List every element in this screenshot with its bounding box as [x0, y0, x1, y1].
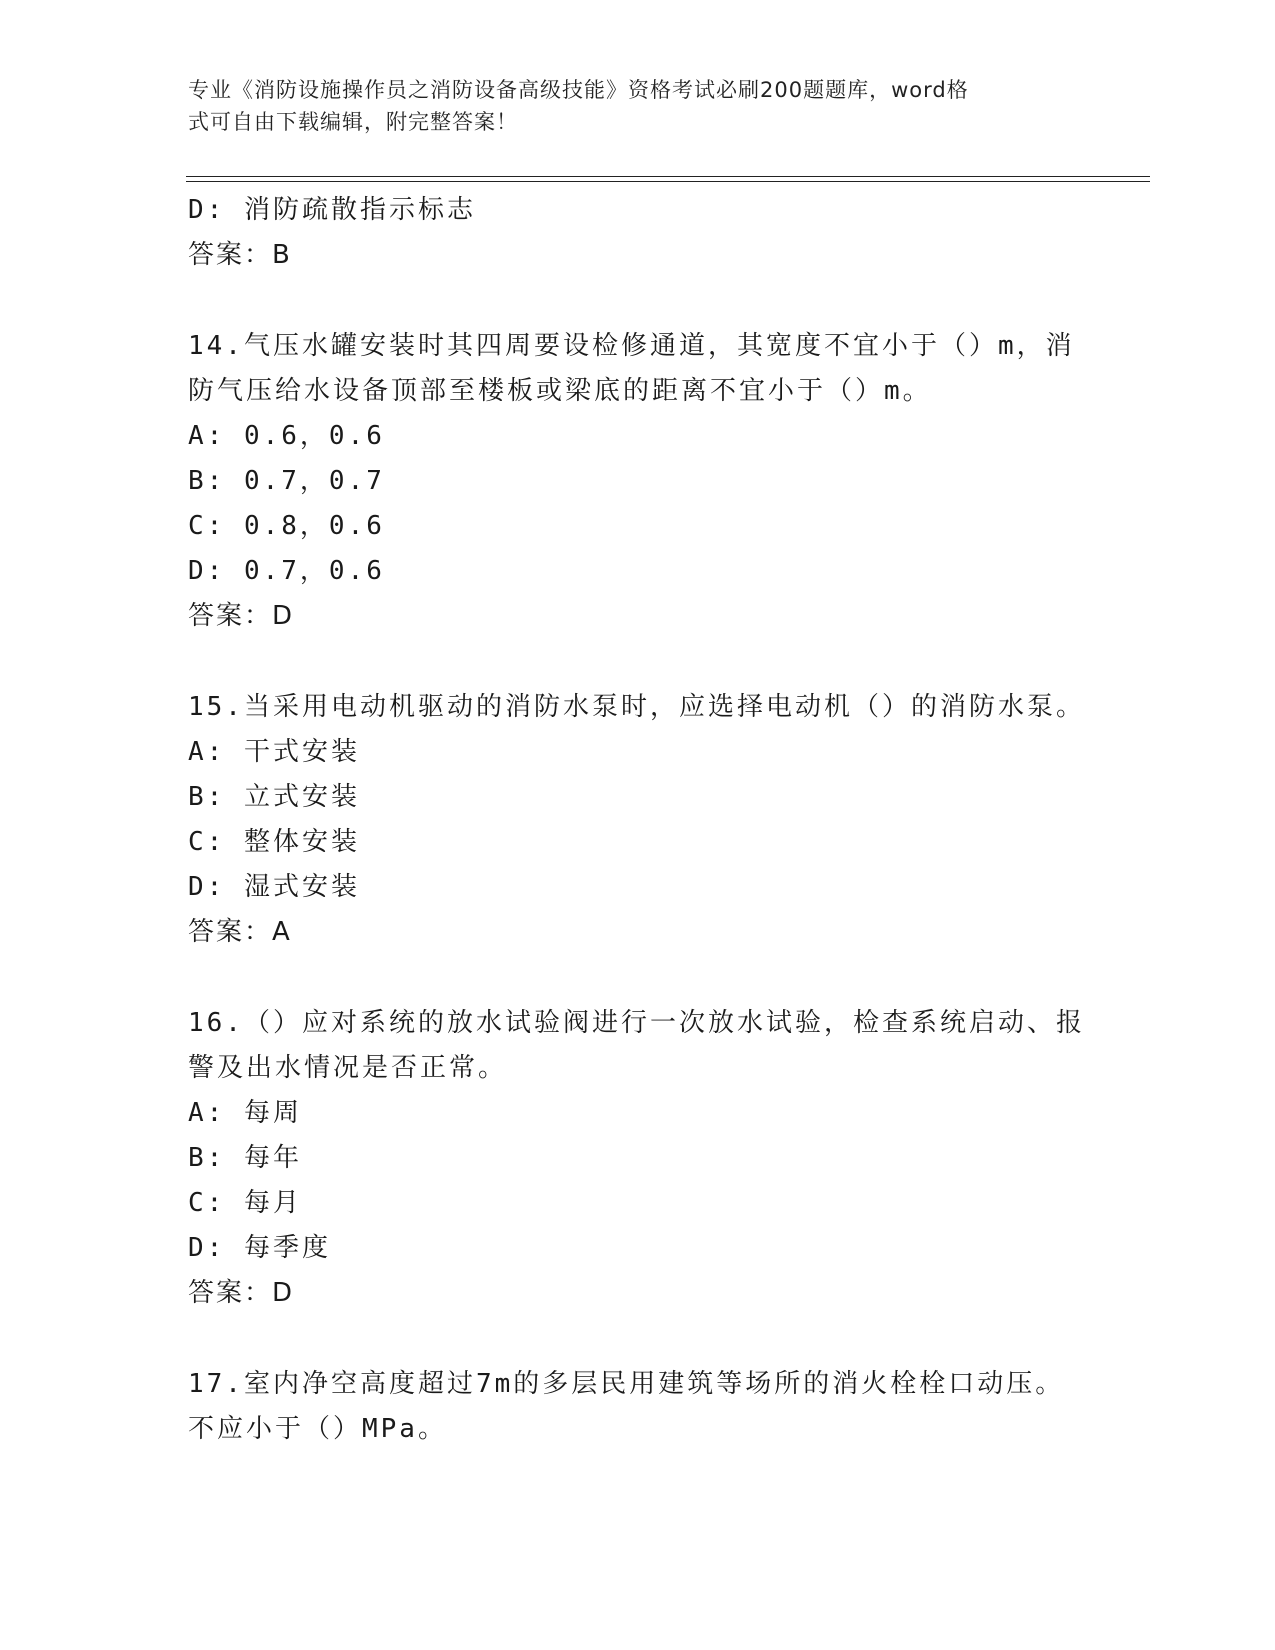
spacer: [188, 1316, 1088, 1362]
answer-line: 答案：D: [188, 601, 295, 631]
answer-line: 答案：D: [188, 1278, 295, 1308]
answer-line: 答案：A: [188, 917, 292, 947]
question-16: [188, 1001, 1088, 1316]
header-line-1: 专业《消防设施操作员之消防设备高级技能》资格考试必刷200题题库，word格: [188, 78, 969, 102]
header-line-2: 式可自由下载编辑，附完整答案！: [188, 110, 518, 134]
question-17: [188, 1362, 1088, 1452]
option-c: C: 0.8，0.6: [188, 511, 385, 541]
question-13-tail: [188, 188, 1088, 278]
document-header: [188, 74, 1068, 138]
question-list: [188, 188, 1088, 1452]
question-stem-line-1: 16.（）应对系统的放水试验阀进行一次放水试验，检查系统启动、报: [188, 1008, 1085, 1038]
question-stem-line-1: 14.气压水罐安装时其四周要设检修通道，其宽度不宜小于（）m，消: [188, 331, 1075, 361]
option-d: D: 0.7，0.6: [188, 556, 385, 586]
option-d: D: 消防疏散指示标志: [188, 195, 476, 225]
question-stem-line-2: 警及出水情况是否正常。: [188, 1053, 508, 1083]
spacer: [188, 639, 1088, 685]
option-a: A: 0.6，0.6: [188, 421, 385, 451]
answer-line: 答案：B: [188, 240, 292, 270]
header-divider-bottom: [186, 181, 1150, 182]
option-b: B: 0.7，0.7: [188, 466, 385, 496]
question-15: [188, 685, 1088, 955]
spacer: [188, 955, 1088, 1001]
question-14: [188, 324, 1088, 639]
question-stem-line-1: 15.当采用电动机驱动的消防水泵时，应选择电动机（）的消防水泵。: [188, 692, 1085, 722]
option-a: A: 每周: [188, 1098, 302, 1128]
question-stem-line-2: 不应小于（）MPa。: [188, 1414, 447, 1444]
option-b: B: 立式安装: [188, 782, 360, 812]
option-c: C: 整体安装: [188, 827, 360, 857]
question-stem-line-2: 防气压给水设备顶部至楼板或梁底的距离不宜小于（）m。: [188, 376, 932, 406]
question-stem-line-1: 17.室内净空高度超过7m的多层民用建筑等场所的消火栓栓口动压。: [188, 1369, 1065, 1399]
header-divider-top: [186, 176, 1150, 177]
option-d: D: 湿式安装: [188, 872, 360, 902]
option-c: C: 每月: [188, 1188, 302, 1218]
option-d: D: 每季度: [188, 1233, 331, 1263]
spacer: [188, 278, 1088, 324]
option-b: B: 每年: [188, 1143, 302, 1173]
option-a: A: 干式安装: [188, 737, 360, 767]
